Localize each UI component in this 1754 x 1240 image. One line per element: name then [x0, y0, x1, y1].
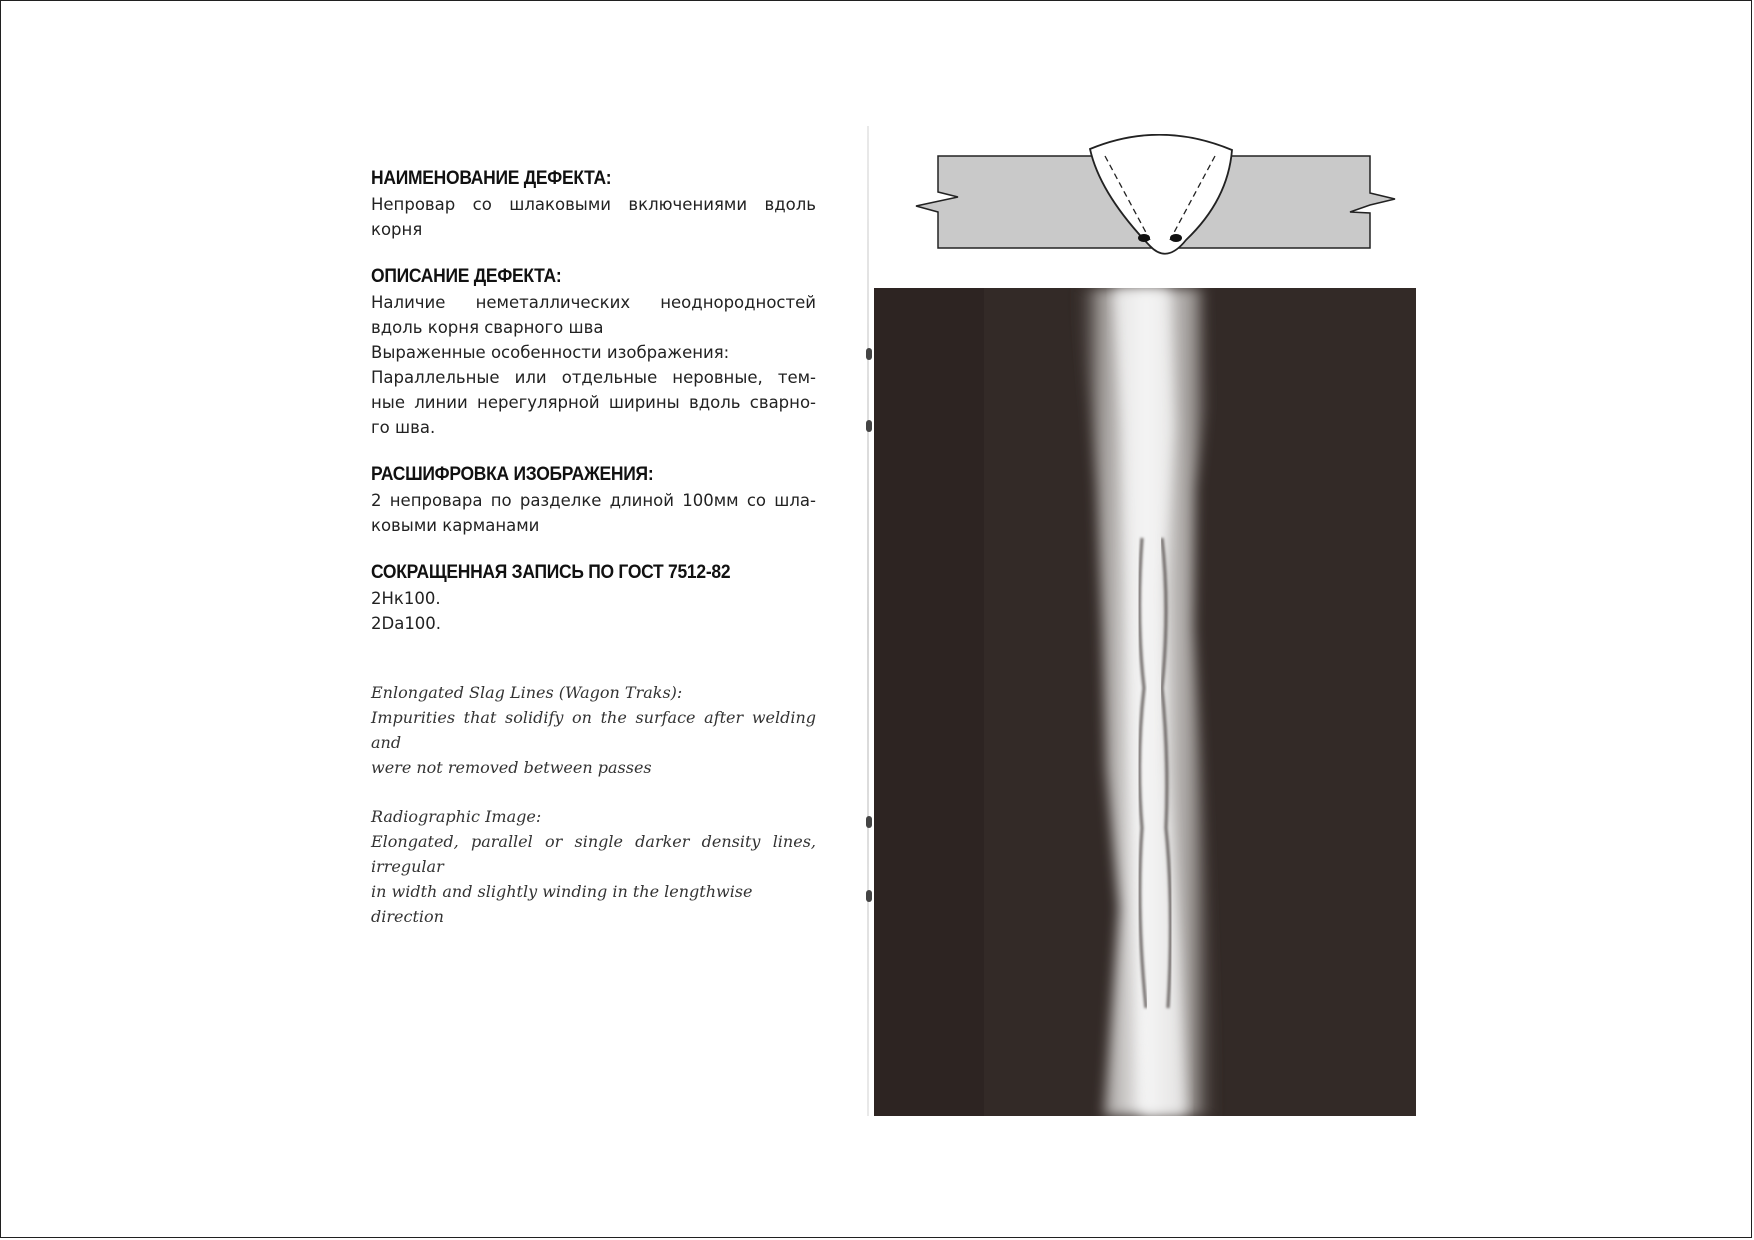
binding-mark: [866, 420, 872, 432]
defect-name-text: [371, 192, 816, 242]
decoding-heading: РАСШИФРОВКА ИЗОБРАЖЕНИЯ:: [371, 464, 654, 485]
radiograph-weld-image-icon: [874, 288, 1416, 1116]
radiographic-title: Radiographic Image:: [371, 807, 542, 826]
text-column: [371, 166, 816, 929]
text-line: 2 непровара по разделке длиной 100мм со шла-: [371, 491, 816, 510]
text-line: корня: [371, 220, 423, 239]
defect-description-text: [371, 290, 816, 440]
text-line: вдоль корня сварного шва: [371, 318, 604, 337]
gost-record-text: [371, 586, 816, 636]
defect-description-heading: ОПИСАНИЕ ДЕФЕКТА:: [371, 266, 562, 287]
text-line: го шва.: [371, 418, 436, 437]
text-line: in width and slightly winding in the lengthwise direction: [371, 882, 753, 926]
text-line: Непровар со шлаковыми включениями вдоль: [371, 195, 816, 214]
page-gutter: [867, 126, 869, 1116]
english-title: Enlongated Slag Lines (Wagon Traks):: [371, 683, 683, 702]
text-line: Параллельные или отдельные неровные, тем-: [371, 368, 816, 387]
gost-record-heading: СОКРАЩЕННАЯ ЗАПИСЬ ПО ГОСТ 7512-82: [371, 562, 731, 583]
english-description: [371, 705, 816, 780]
gost-code: 2Нк100.: [371, 589, 441, 608]
text-line: were not removed between passes: [371, 758, 652, 777]
film-shade-left: [874, 288, 984, 1116]
gost-record-section: [371, 560, 816, 636]
decoding-section: [371, 462, 816, 538]
text-line: Выраженные особенности изображения:: [371, 343, 730, 362]
text-line: Impurities that solidify on the surface after welding and: [371, 708, 816, 752]
text-line: Elongated, parallel or single darker density lines, irregular: [371, 832, 816, 876]
defect-description-section: [371, 264, 816, 440]
text-line: ные линии нерегулярной ширины вдоль сварно-: [371, 393, 816, 412]
gost-code: 2Da100.: [371, 614, 442, 633]
binding-mark: [866, 348, 872, 360]
defect-name-section: [371, 166, 816, 242]
slag-inclusion-right: [1170, 234, 1182, 242]
radiographic-description: [371, 829, 816, 929]
text-line: ковыми карманами: [371, 516, 540, 535]
defect-name-heading: НАИМЕНОВАНИЕ ДЕФЕКТА:: [371, 168, 612, 189]
binding-mark: [866, 816, 872, 828]
english-section: [371, 680, 816, 929]
binding-mark: [866, 890, 872, 902]
text-line: Наличие неметаллических неоднородностей: [371, 293, 816, 312]
slag-inclusion-left: [1138, 234, 1150, 242]
decoding-text: [371, 488, 816, 538]
weld-cross-section-diagram-icon: [910, 134, 1402, 274]
